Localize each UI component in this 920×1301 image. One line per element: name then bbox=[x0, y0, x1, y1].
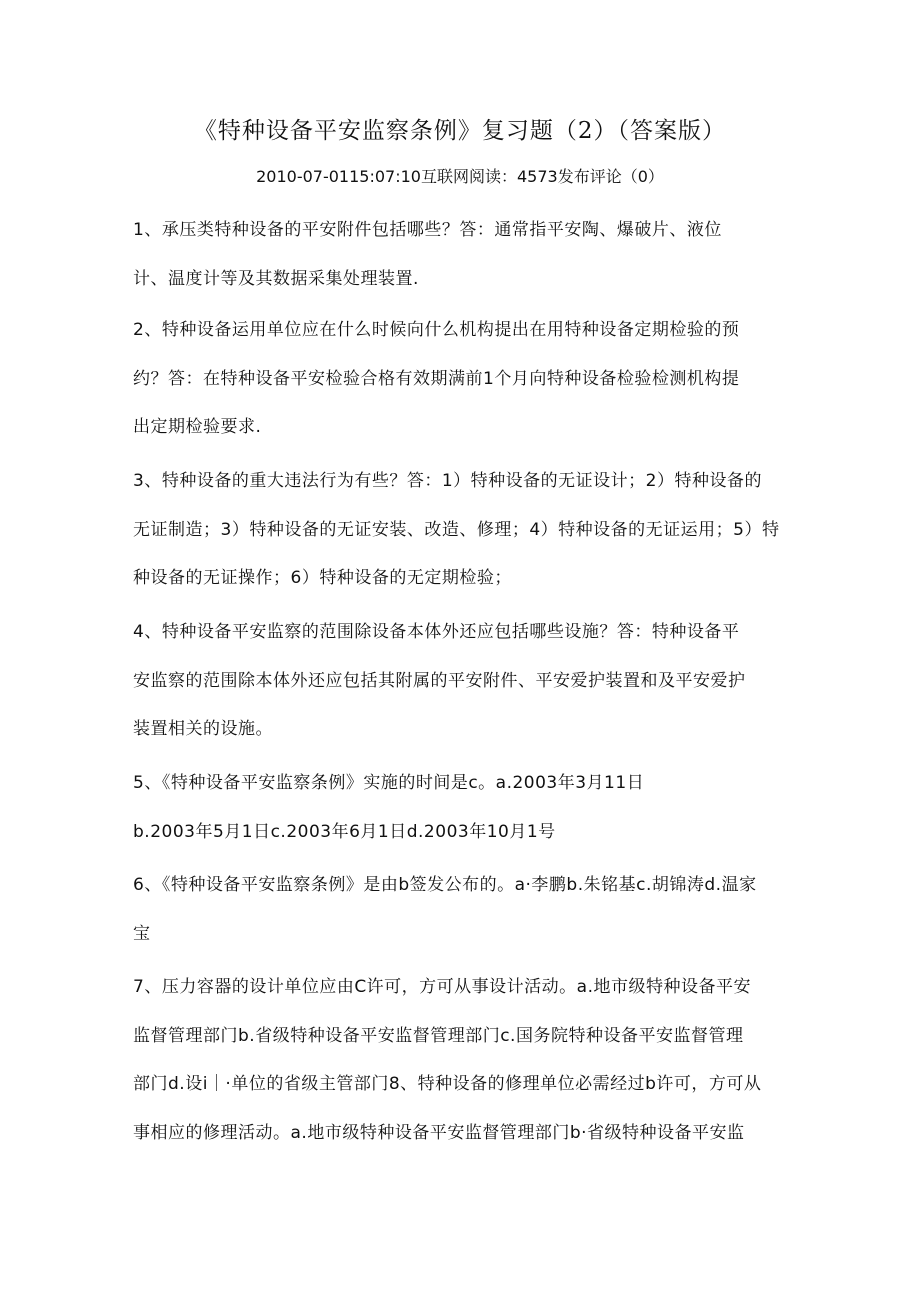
question-paragraph bbox=[133, 773, 803, 870]
paragraph-line: 种设备的无证操作；6）特种设备的无定期检验； bbox=[133, 568, 512, 588]
question-paragraph bbox=[133, 622, 803, 768]
question-paragraph bbox=[133, 471, 803, 617]
document-meta: 2010-07-0115:07:10互联网阅读：4573发布评论（0） bbox=[256, 167, 664, 186]
paragraph-line: 6、《特种设备平安监察条例》是由b签发公布的。a·李鹏b.朱铭基c.胡锦涛d.温家 bbox=[133, 875, 757, 895]
paragraph-line: 7、压力容器的设计单位应由C许可，方可从事设计活动。a.地市级特种设备平安 bbox=[133, 977, 752, 997]
paragraph-line: 计、温度计等及其数据采集处理装置. bbox=[133, 268, 419, 289]
paragraph-line: 装置相关的设施。 bbox=[133, 719, 273, 739]
question-paragraph bbox=[133, 977, 803, 1171]
paragraph-line: 2、特种设备运用单位应在什么时候向什么机构提出在用特种设备定期检验的预 bbox=[133, 320, 740, 340]
paragraph-line: 约？答：在特种设备平安检验合格有效期满前1个月向特种设备检验检测机构提 bbox=[133, 368, 740, 389]
paragraph-line: 3、特种设备的重大违法行为有些？答：1）特种设备的无证设计；2）特种设备的 bbox=[133, 471, 762, 491]
paragraph-line: b.2003年5月1日c.2003年6月1日d.2003年10月1号 bbox=[133, 821, 556, 842]
question-paragraph bbox=[133, 220, 803, 317]
paragraph-line: 无证制造；3）特种设备的无证安装、改造、修理；4）特种设备的无证运用；5）特 bbox=[133, 519, 780, 540]
paragraph-line: 部门d.设i｜·单位的省级主管部门8、特种设备的修理单位必需经过b许可，方可从 bbox=[133, 1074, 762, 1094]
paragraph-line: 4、特种设备平安监察的范围除设备本体外还应包括哪些设施？答：特种设备平 bbox=[133, 622, 740, 642]
paragraph-line: 1、承压类特种设备的平安附件包括哪些？答：通常指平安陶、爆破片、液位 bbox=[133, 220, 722, 240]
paragraph-line: 5、《特种设备平安监察条例》实施的时间是c。a.2003年3月11日 bbox=[133, 773, 645, 793]
paragraph-line: 事相应的修理活动。a.地市级特种设备平安监督管理部门b·省级特种设备平安监 bbox=[133, 1122, 745, 1143]
question-paragraph bbox=[133, 320, 803, 466]
paragraph-line: 监督管理部门b.省级特种设备平安监督管理部门c.国务院特种设备平安监督管理 bbox=[133, 1025, 744, 1046]
document-title: 《特种设备平安监察条例》复习题（2）（答案版） bbox=[193, 118, 727, 144]
paragraph-line: 宝 bbox=[133, 923, 151, 944]
paragraph-line: 安监察的范围除本体外还应包括其附属的平安附件、平安爱护装置和及平安爱护 bbox=[133, 670, 746, 691]
paragraph-line: 出定期检验要求. bbox=[133, 417, 262, 437]
question-paragraph bbox=[133, 875, 803, 972]
